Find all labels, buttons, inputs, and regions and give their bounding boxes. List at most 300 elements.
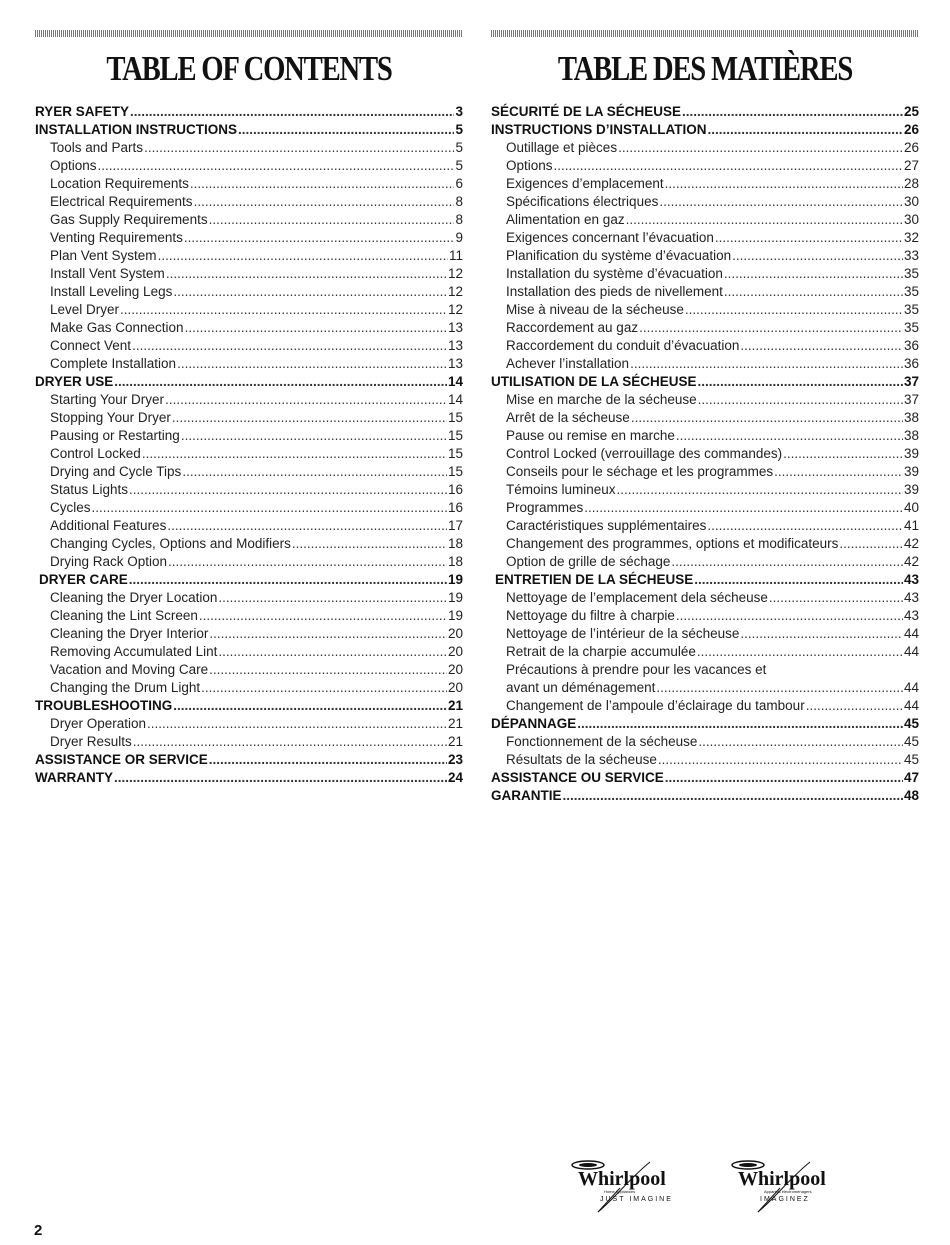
- toc-page-number: 36: [903, 356, 919, 371]
- dot-leader: [659, 193, 903, 211]
- dot-leader: [165, 391, 447, 409]
- toc-entry: [491, 391, 919, 409]
- dot-leader: [806, 697, 903, 715]
- toc-entry-label: Control Locked (verrouillage des commandes): [506, 446, 783, 461]
- toc-entry-label: Options: [506, 158, 553, 173]
- toc-entry-label: Options: [50, 158, 97, 173]
- toc-entry: [491, 247, 919, 265]
- dot-leader: [665, 175, 903, 193]
- toc-page-number: 43: [903, 608, 919, 623]
- toc-entry: [35, 463, 463, 481]
- toc-entry-label: Location Requirements: [50, 176, 189, 191]
- dot-leader: [732, 247, 903, 265]
- toc-entry-label: Control Locked: [50, 446, 141, 461]
- toc-entry-label: Tools and Parts: [50, 140, 144, 155]
- toc-page-number: 38: [903, 428, 919, 443]
- toc-entry: [35, 643, 463, 661]
- toc-entry: [491, 733, 919, 751]
- toc-section-heading: [491, 121, 919, 139]
- toc-entry: [35, 193, 463, 211]
- toc-page-number: 20: [447, 662, 463, 677]
- toc-page-number: 17: [447, 518, 463, 533]
- dot-leader: [554, 157, 903, 175]
- dot-leader: [724, 265, 903, 283]
- whirlpool-logo-french: [720, 1158, 840, 1214]
- toc-entry-label: Changement des programmes, options et modificateurs: [506, 536, 839, 551]
- dot-leader: [839, 535, 903, 553]
- dot-leader: [132, 337, 447, 355]
- toc-entry-label: Cleaning the Lint Screen: [50, 608, 198, 623]
- toc-entry-label: Additional Features: [50, 518, 167, 533]
- dot-leader: [708, 121, 903, 139]
- toc-page-number: 35: [903, 320, 919, 335]
- toc-section-heading: [35, 121, 463, 139]
- toc-page-number: 23: [447, 752, 463, 767]
- toc-page-number: 41: [903, 518, 919, 533]
- toc-page-number: 20: [447, 626, 463, 641]
- dot-leader: [209, 751, 447, 769]
- toc-entry: [491, 661, 919, 697]
- toc-entry-label: Make Gas Connection: [50, 320, 184, 335]
- dot-leader: [209, 625, 447, 643]
- french-contents-column: [491, 30, 919, 805]
- dot-leader: [656, 679, 903, 697]
- toc-entry: [491, 535, 919, 553]
- dot-leader: [626, 211, 903, 229]
- toc-entry-label: Plan Vent System: [50, 248, 157, 263]
- toc-page-number: 27: [903, 158, 919, 173]
- toc-entry: [35, 319, 463, 337]
- toc-entry: [35, 481, 463, 499]
- toc-entry-label: WARRANTY: [35, 770, 113, 785]
- toc-entry-label: Connect Vent: [50, 338, 132, 353]
- toc-entry-label: Level Dryer: [50, 302, 120, 317]
- toc-entry-label: Nettoyage du filtre à charpie: [506, 608, 675, 623]
- toc-entry-label: ENTRETIEN DE LA SÉCHEUSE: [495, 572, 694, 587]
- brand-tagline: IMAGINEZ: [760, 1196, 810, 1203]
- toc-page-number: 11: [448, 248, 463, 263]
- toc-section-heading: [491, 787, 919, 805]
- toc-entry: [35, 157, 463, 175]
- toc-page-number: 26: [903, 140, 919, 155]
- toc-page-number: 20: [447, 680, 463, 695]
- toc-section-heading: [491, 715, 919, 733]
- toc-entry: [491, 193, 919, 211]
- toc-entry-label: Raccordement au gaz: [506, 320, 639, 335]
- toc-entry: [491, 697, 919, 715]
- dot-leader: [697, 643, 903, 661]
- dot-leader: [218, 643, 447, 661]
- toc-entry-label: DRYER USE: [35, 374, 114, 389]
- toc-entry-label: Achever l’installation: [506, 356, 630, 371]
- toc-entry-label: Removing Accumulated Lint: [50, 644, 218, 659]
- dot-leader: [166, 265, 447, 283]
- dot-leader: [769, 589, 903, 607]
- toc-page-number: 44: [903, 698, 919, 713]
- dot-leader: [98, 157, 455, 175]
- toc-page-number: 32: [903, 230, 919, 245]
- dot-leader: [201, 679, 447, 697]
- toc-entry: [491, 319, 919, 337]
- toc-entry: [35, 355, 463, 373]
- toc-page-number: 12: [447, 284, 463, 299]
- toc-entry-label: Mise à niveau de la sécheuse: [506, 302, 684, 317]
- toc-page-number: 43: [903, 590, 919, 605]
- toc-section-heading: [35, 571, 463, 589]
- toc-page-number: 37: [903, 374, 919, 389]
- toc-page-number: 40: [903, 500, 919, 515]
- toc-section-heading: [35, 697, 463, 715]
- toc-entry-label: Installation des pieds de nivellement: [506, 284, 723, 299]
- toc-entry-label: SÉCURITÉ DE LA SÉCHEUSE: [491, 104, 682, 119]
- toc-entry-label: Installation du système d’évacuation: [506, 266, 723, 281]
- toc-entry-label: Programmes: [506, 500, 584, 515]
- toc-entry-label: Exigences d’emplacement: [506, 176, 664, 191]
- dot-leader: [173, 283, 447, 301]
- toc-entry-label: Exigences concernant l’évacuation: [506, 230, 714, 245]
- toc-entry: [35, 499, 463, 517]
- toc-entry: [491, 553, 919, 571]
- toc-page-number: 39: [903, 464, 919, 479]
- dot-leader: [185, 319, 447, 337]
- toc-entry: [491, 589, 919, 607]
- toc-entry-continuation: [506, 679, 919, 697]
- toc-page-number: 21: [447, 698, 463, 713]
- dot-leader: [182, 463, 447, 481]
- brand-small-text: Appareils électroménagers: [764, 1189, 812, 1194]
- toc-section-heading: [491, 769, 919, 787]
- brand-wordmark: Whirlpool: [578, 1168, 666, 1190]
- toc-entry-label: Retrait de la charpie accumulée: [506, 644, 696, 659]
- toc-page-number: 48: [903, 788, 919, 803]
- french-toc-list: [491, 103, 919, 805]
- toc-entry-label: ASSISTANCE OU SERVICE: [491, 770, 664, 785]
- toc-page-number: 45: [903, 716, 919, 731]
- toc-page-number: 42: [903, 536, 919, 551]
- toc-entry-label: Nettoyage de l’intérieur de la sécheuse: [506, 626, 740, 641]
- toc-page-number: 8: [455, 212, 463, 227]
- toc-entry-label: Témoins lumineux: [506, 482, 616, 497]
- toc-entry-label: Planification du système d’évacuation: [506, 248, 732, 263]
- dot-leader: [740, 337, 903, 355]
- toc-entry-label: Status Lights: [50, 482, 129, 497]
- toc-page-number: 16: [447, 482, 463, 497]
- toc-page-number: 44: [903, 644, 919, 659]
- toc-entry-label: DÉPANNAGE: [491, 716, 577, 731]
- dot-leader: [577, 715, 903, 733]
- toc-page-number: 39: [903, 482, 919, 497]
- dot-leader: [144, 139, 454, 157]
- toc-entry: [491, 607, 919, 625]
- brand-tagline: JUST IMAGINE: [600, 1196, 673, 1203]
- toc-entry-label: TROUBLESHOOTING: [35, 698, 173, 713]
- dot-leader: [92, 499, 447, 517]
- dot-leader: [199, 607, 447, 625]
- dot-leader: [774, 463, 903, 481]
- toc-entry: [491, 337, 919, 355]
- toc-entry: [35, 679, 463, 697]
- toc-entry-label: Vacation and Moving Care: [50, 662, 209, 677]
- toc-entry: [35, 553, 463, 571]
- toc-page-number: 19: [447, 590, 463, 605]
- toc-page-number: 19: [447, 608, 463, 623]
- toc-page-number: 12: [447, 302, 463, 317]
- dot-leader: [740, 625, 903, 643]
- dot-leader: [129, 571, 447, 589]
- dot-leader: [563, 787, 903, 805]
- dot-leader: [167, 517, 447, 535]
- toc-entry: [35, 607, 463, 625]
- dot-leader: [698, 391, 903, 409]
- dot-leader: [698, 373, 903, 391]
- toc-page-number: 20: [447, 644, 463, 659]
- toc-page-number: 43: [903, 572, 919, 587]
- toc-entry-label: Pause ou remise en marche: [506, 428, 675, 443]
- header-rule: [491, 30, 919, 37]
- toc-entry: [491, 355, 919, 373]
- toc-entry: [35, 211, 463, 229]
- toc-entry: [491, 643, 919, 661]
- dot-leader: [142, 445, 447, 463]
- toc-entry: [491, 499, 919, 517]
- toc-section-heading: [35, 769, 463, 787]
- toc-page-number: 3: [455, 104, 463, 119]
- toc-entry-label: Spécifications électriques: [506, 194, 659, 209]
- toc-entry-label-line2: avant un déménagement: [506, 680, 656, 695]
- toc-entry: [35, 337, 463, 355]
- dot-leader: [618, 139, 903, 157]
- toc-page-number: 21: [447, 734, 463, 749]
- toc-entry: [35, 661, 463, 679]
- toc-page-number: 15: [447, 464, 463, 479]
- toc-page-number: 14: [447, 374, 463, 389]
- toc-section-heading: [35, 103, 463, 121]
- toc-page-number: 5: [455, 140, 463, 155]
- toc-entry: [491, 751, 919, 769]
- toc-entry: [35, 535, 463, 553]
- toc-entry-label: Cleaning the Dryer Location: [50, 590, 218, 605]
- dot-leader: [177, 355, 447, 373]
- dot-leader: [133, 733, 447, 751]
- dot-leader: [682, 103, 903, 121]
- toc-section-heading: [491, 103, 919, 121]
- dot-leader: [114, 373, 447, 391]
- toc-page-number: 13: [447, 338, 463, 353]
- toc-entry: [35, 265, 463, 283]
- toc-entry-label: Complete Installation: [50, 356, 177, 371]
- toc-page-number: 13: [447, 356, 463, 371]
- toc-entry: [491, 427, 919, 445]
- toc-entry: [491, 481, 919, 499]
- toc-section-heading: [491, 571, 919, 589]
- toc-page-number: 15: [447, 446, 463, 461]
- toc-entry-label: Venting Requirements: [50, 230, 183, 245]
- toc-entry: [491, 301, 919, 319]
- toc-page-number: 16: [447, 500, 463, 515]
- toc-entry: [491, 517, 919, 535]
- toc-entry-label: Changing Cycles, Options and Modifiers: [50, 536, 291, 551]
- dot-leader: [724, 283, 903, 301]
- toc-entry-label: Précautions à prendre pour les vacances et: [506, 662, 767, 677]
- toc-page-number: 45: [903, 752, 919, 767]
- dot-leader: [147, 715, 447, 733]
- dot-leader: [130, 103, 454, 121]
- dot-leader: [665, 769, 903, 787]
- dot-leader: [617, 481, 903, 499]
- toc-entry-label: Pausing or Restarting: [50, 428, 180, 443]
- toc-entry: [35, 391, 463, 409]
- toc-page-number: 38: [903, 410, 919, 425]
- toc-entry-label: Cycles: [50, 500, 91, 515]
- toc-entry-label: Changing the Drum Light: [50, 680, 201, 695]
- dot-leader: [676, 607, 903, 625]
- dot-leader: [158, 247, 448, 265]
- toc-page-number: 39: [903, 446, 919, 461]
- toc-entry-label: INSTRUCTIONS D’INSTALLATION: [491, 122, 707, 137]
- dot-leader: [114, 769, 447, 787]
- dot-leader: [707, 517, 903, 535]
- toc-entry-label: Outillage et pièces: [506, 140, 618, 155]
- toc-entry: [491, 445, 919, 463]
- toc-entry-label: Gas Supply Requirements: [50, 212, 208, 227]
- toc-entry-label: Caractéristiques supplémentaires: [506, 518, 707, 533]
- toc-page-number: 33: [903, 248, 919, 263]
- toc-entry: [491, 139, 919, 157]
- toc-entry-label: Nettoyage de l’emplacement dela sécheuse: [506, 590, 768, 605]
- dot-leader: [120, 301, 447, 319]
- toc-page-number: 25: [903, 104, 919, 119]
- toc-section-heading: [35, 751, 463, 769]
- dot-leader: [658, 751, 903, 769]
- toc-entry-label: Drying and Cycle Tips: [50, 464, 182, 479]
- toc-entry: [35, 733, 463, 751]
- toc-entry: [35, 175, 463, 193]
- table-of-contents-title: TABLE OF CONTENTS: [106, 49, 392, 88]
- dot-leader: [631, 409, 903, 427]
- toc-entry: [491, 175, 919, 193]
- toc-entry-label: Cleaning the Dryer Interior: [50, 626, 209, 641]
- toc-entry-label: UTILISATION DE LA SÉCHEUSE: [491, 374, 697, 389]
- dot-leader: [671, 553, 903, 571]
- toc-entry-label: Install Leveling Legs: [50, 284, 173, 299]
- toc-entry-label: Dryer Results: [50, 734, 132, 749]
- toc-section-heading: [491, 373, 919, 391]
- toc-page-number: 26: [903, 122, 919, 137]
- dot-leader: [209, 661, 447, 679]
- header-rule: [35, 30, 463, 37]
- toc-entry-label: Option de grille de séchage: [506, 554, 671, 569]
- toc-page-number: 47: [903, 770, 919, 785]
- dot-leader: [292, 535, 447, 553]
- dot-leader: [698, 733, 903, 751]
- toc-entry: [491, 463, 919, 481]
- toc-entry-label: RYER SAFETY: [35, 104, 130, 119]
- dot-leader: [685, 301, 903, 319]
- toc-entry: [491, 409, 919, 427]
- toc-entry-label: Starting Your Dryer: [50, 392, 165, 407]
- dot-leader: [184, 229, 455, 247]
- toc-page-number: 30: [903, 194, 919, 209]
- toc-entry: [491, 229, 919, 247]
- toc-page-number: 37: [903, 392, 919, 407]
- toc-page-number: 35: [903, 266, 919, 281]
- toc-entry-label: Raccordement du conduit d’évacuation: [506, 338, 740, 353]
- dot-leader: [715, 229, 903, 247]
- dot-leader: [209, 211, 455, 229]
- dot-leader: [630, 355, 903, 373]
- toc-entry: [35, 715, 463, 733]
- dot-leader: [194, 193, 455, 211]
- toc-page-number: 12: [447, 266, 463, 281]
- dot-leader: [168, 553, 447, 571]
- toc-page-number: 21: [447, 716, 463, 731]
- dot-leader: [190, 175, 455, 193]
- toc-entry-label: Alimentation en gaz: [506, 212, 625, 227]
- brand-logos: [560, 1158, 860, 1218]
- toc-entry: [35, 427, 463, 445]
- toc-section-heading: [35, 373, 463, 391]
- toc-entry: [35, 139, 463, 157]
- dot-leader: [676, 427, 903, 445]
- page-number: 2: [34, 1222, 43, 1239]
- toc-entry-label: Electrical Requirements: [50, 194, 193, 209]
- toc-page-number: 14: [447, 392, 463, 407]
- dot-leader: [173, 697, 447, 715]
- brand-small-text: Home Appliances: [604, 1189, 636, 1194]
- toc-page-number: 35: [903, 284, 919, 299]
- toc-entry-label: Stopping Your Dryer: [50, 410, 171, 425]
- toc-page-number: 8: [455, 194, 463, 209]
- table-des-matieres-title: TABLE DES MATIÈRES: [557, 49, 853, 88]
- toc-page-number: 5: [455, 158, 463, 173]
- toc-entry-label: DRYER CARE: [39, 572, 128, 587]
- toc-entry: [491, 157, 919, 175]
- toc-entry: [35, 229, 463, 247]
- toc-entry: [491, 211, 919, 229]
- toc-entry: [35, 445, 463, 463]
- toc-entry: [35, 589, 463, 607]
- toc-page-number: 15: [447, 428, 463, 443]
- toc-entry-label: INSTALLATION INSTRUCTIONS: [35, 122, 237, 137]
- dot-leader: [181, 427, 447, 445]
- toc-page-number: 35: [903, 302, 919, 317]
- toc-page-number: 42: [903, 554, 919, 569]
- toc-entry-label: Mise en marche de la sécheuse: [506, 392, 697, 407]
- toc-entry-label: Install Vent System: [50, 266, 165, 281]
- dot-leader: [694, 571, 903, 589]
- toc-page-number: 28: [903, 176, 919, 191]
- toc-entry: [491, 625, 919, 643]
- toc-entry-label: Changement de l’ampoule d’éclairage du tambour: [506, 698, 805, 713]
- toc-page-number: 30: [903, 212, 919, 227]
- toc-entry: [35, 283, 463, 301]
- dot-leader: [783, 445, 903, 463]
- dot-leader: [172, 409, 447, 427]
- toc-entry: [35, 301, 463, 319]
- toc-page-number: 5: [455, 122, 463, 137]
- toc-entry-label: Dryer Operation: [50, 716, 147, 731]
- toc-entry-label: Conseils pour le séchage et les programmes: [506, 464, 774, 479]
- toc-page-number: 45: [903, 734, 919, 749]
- toc-entry-label: Arrêt de la sécheuse: [506, 410, 630, 425]
- dot-leader: [238, 121, 454, 139]
- toc-page-number: 44: [903, 680, 919, 695]
- dot-leader: [584, 499, 903, 517]
- toc-page-number: 44: [903, 626, 919, 641]
- toc-page-number: 6: [455, 176, 463, 191]
- whirlpool-logo-english: [560, 1158, 680, 1214]
- toc-page-number: 18: [447, 536, 463, 551]
